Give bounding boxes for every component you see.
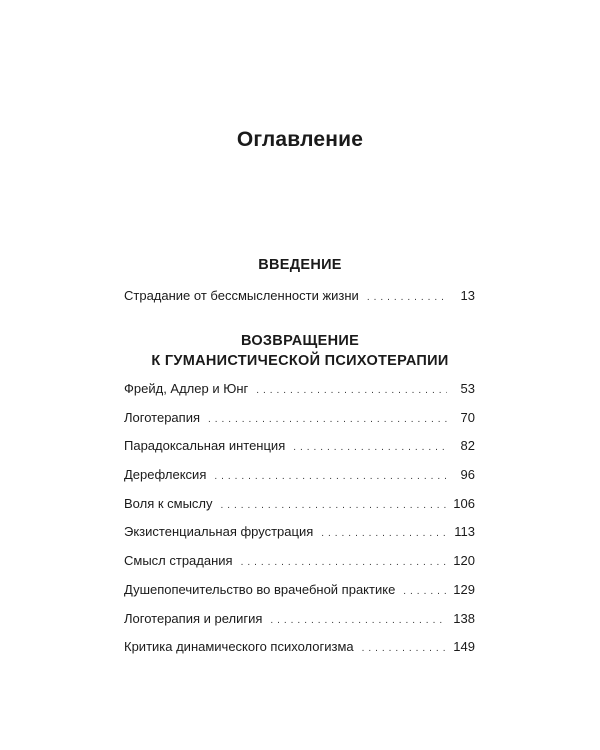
page-title: Оглавление [236,128,364,151]
toc-entry-page: 113 [454,524,475,540]
toc-entry-title: Душепопечительство во врачебной практике [124,581,396,597]
toc-entry[interactable] [124,496,475,525]
section-heading-line: ВОЗВРАЩЕНИЕ [240,333,360,349]
toc-entry-title: Парадоксальная интенция [124,438,286,454]
toc-entry-page: 13 [460,288,475,303]
toc-entry-page: 138 [453,610,475,626]
toc-entry[interactable] [124,381,475,410]
toc-entry[interactable] [124,553,475,582]
dot-leader [321,528,447,539]
toc-entry[interactable] [124,611,475,640]
dot-leader [214,471,447,482]
toc-entry-page: 120 [453,553,475,569]
toc-list-introduction [124,288,475,317]
toc-entry-page: 82 [460,438,475,454]
toc-entry-title: Логотерапия и религия [124,610,263,626]
section-heading-line: ВВЕДЕНИЕ [258,257,342,273]
toc-entry[interactable] [124,438,475,467]
dot-leader [270,615,447,626]
toc-entry-title: Экзистенциальная фрустрация [124,524,314,540]
toc-entry-title: Смысл страдания [124,553,233,569]
dot-leader [403,586,447,597]
section-heading-introduction [0,255,600,275]
toc-entry-title: Дерефлексия [124,467,207,483]
toc-entry-title: Страдание от бессмысленности жизни [124,288,359,303]
toc-entry-title: Воля к смыслу [124,495,213,511]
dot-leader [241,557,447,568]
dot-leader [367,292,447,303]
toc-entry[interactable] [124,467,475,496]
toc-entry[interactable] [124,288,475,317]
toc-entry[interactable] [124,639,475,668]
toc-entry-title: Фрейд, Адлер и Юнг [124,381,249,396]
dot-leader [256,385,447,396]
toc-entry-page: 129 [453,581,475,597]
section-heading-line: К ГУМАНИСТИЧЕСКОЙ ПСИХОТЕРАПИИ [151,353,449,369]
dot-leader [362,643,447,654]
dot-leader [221,500,447,511]
toc-entry-title: Критика динамического психологизма [124,639,354,655]
toc-entry-page: 96 [460,467,475,483]
dot-leader [293,442,447,453]
toc-entry-page: 149 [453,639,475,655]
dot-leader [208,414,447,425]
toc-entry-title: Логотерапия [124,409,201,425]
toc-entry[interactable] [124,524,475,553]
section-heading-humanistic-psychotherapy [0,331,600,371]
toc-entry-page: 53 [460,381,475,396]
toc-list-humanistic-psychotherapy [124,381,475,668]
toc-entry[interactable] [124,582,475,611]
toc-entry-page: 70 [460,409,475,425]
toc-entry[interactable] [124,410,475,439]
toc-entry-page: 106 [453,495,475,511]
